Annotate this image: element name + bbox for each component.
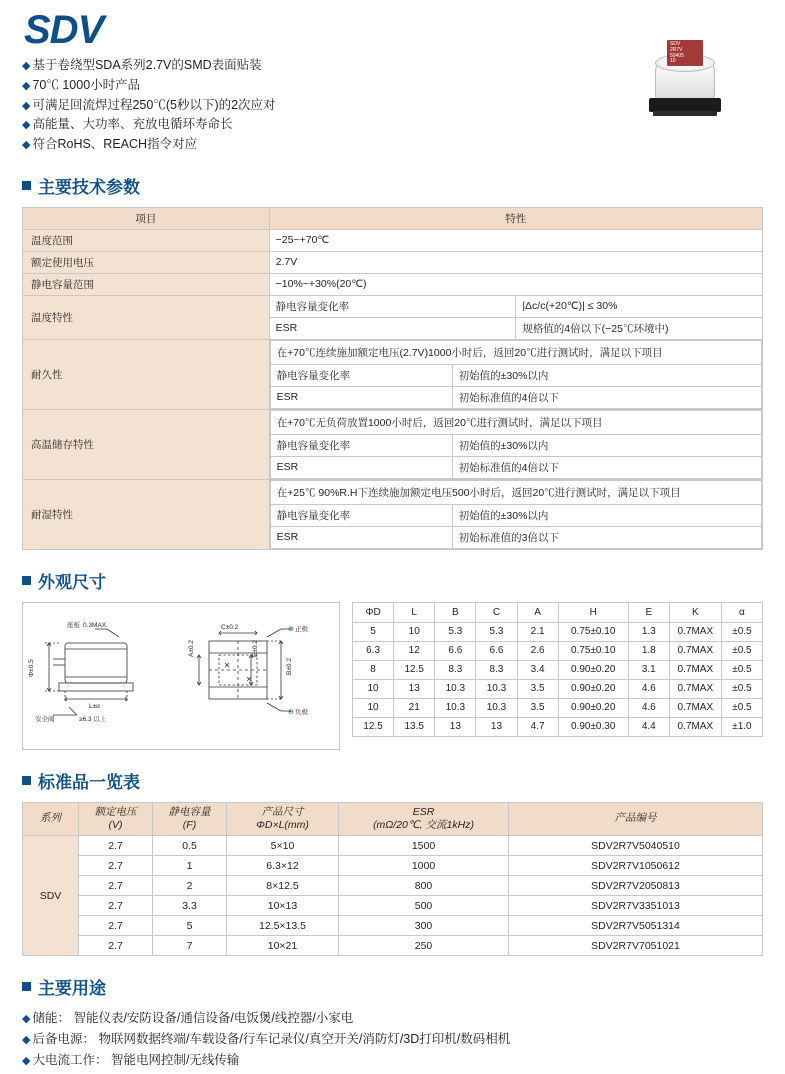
cell: 6.6 bbox=[435, 641, 476, 660]
column-header: A bbox=[517, 602, 558, 622]
cell: 12.5 bbox=[394, 660, 435, 679]
sub-row-name: ESR bbox=[270, 386, 452, 408]
drawing-label-positive: 正极 bbox=[295, 625, 308, 633]
drawing-label-B: B±0.2 bbox=[286, 657, 293, 675]
section-heading-specs bbox=[22, 173, 763, 198]
cell: 0.7MAX bbox=[669, 622, 721, 641]
table-row bbox=[23, 876, 763, 896]
section-title: 主要技术参数 bbox=[38, 177, 140, 197]
column-header-series: 系列 bbox=[23, 802, 79, 835]
cell: 13 bbox=[435, 717, 476, 736]
cell-capacitance: 3.3 bbox=[153, 896, 227, 916]
cell: ±0.5 bbox=[721, 641, 762, 660]
column-header-size: 产品尺寸 ΦD×L(mm) bbox=[227, 802, 339, 835]
list-item bbox=[22, 1029, 763, 1050]
cell: 12.5 bbox=[353, 717, 394, 736]
cell: 6.6 bbox=[476, 641, 517, 660]
cell-esr: 250 bbox=[339, 936, 509, 956]
cell: 10 bbox=[353, 679, 394, 698]
table-row bbox=[23, 339, 763, 409]
cell: 0.7MAX bbox=[669, 717, 721, 736]
cell-size: 5×10 bbox=[227, 836, 339, 856]
cell: 0.7MAX bbox=[669, 660, 721, 679]
cell-capacitance: 0.5 bbox=[153, 836, 227, 856]
cell-esr: 800 bbox=[339, 876, 509, 896]
list-item bbox=[22, 1008, 763, 1029]
brand-title: SDV bbox=[24, 8, 104, 52]
standard-products-table bbox=[22, 802, 763, 956]
diamond-icon: ◆ bbox=[22, 79, 31, 92]
cell-size: 10×21 bbox=[227, 936, 339, 956]
product-photo bbox=[639, 40, 731, 126]
column-header-characteristic: 特性 bbox=[269, 207, 762, 229]
cell: 13.5 bbox=[394, 717, 435, 736]
humidity-inner-table bbox=[270, 480, 762, 549]
sub-row-name: ESR bbox=[270, 456, 452, 478]
row-label: 静电容量范围 bbox=[23, 273, 270, 295]
cell-partnumber: SDV2R7V5040510 bbox=[509, 836, 763, 856]
column-header-esr: ESR (mΩ/20℃, 交流1kHz) bbox=[339, 802, 509, 835]
cell: 2.1 bbox=[517, 622, 558, 641]
cell-capacitance: 7 bbox=[153, 936, 227, 956]
table-row bbox=[353, 679, 763, 698]
section-heading-standard bbox=[22, 768, 763, 793]
use-text: 大电流工作： 智能电网控制/无线传输 bbox=[32, 1052, 240, 1067]
cell-partnumber: SDV2R7V5051314 bbox=[509, 916, 763, 936]
cell: 4.6 bbox=[628, 698, 669, 717]
feature-text: 基于卷绕型SDA系列2.7V的SMD表面贴装 bbox=[32, 58, 262, 72]
diamond-icon: ◆ bbox=[22, 99, 31, 112]
sub-row-value: 初始值的±30%以内 bbox=[452, 364, 761, 386]
cell: 10.3 bbox=[435, 698, 476, 717]
section-heading-dimensions bbox=[22, 568, 763, 593]
feature-text: 可满足回流焊过程250℃(5秒以下)的2次应对 bbox=[32, 97, 276, 112]
cell-voltage: 2.7 bbox=[79, 936, 153, 956]
dimension-table bbox=[352, 602, 763, 737]
column-header: B bbox=[435, 602, 476, 622]
cell: 0.75±0.10 bbox=[558, 641, 628, 660]
feature-text: 70℃ 1000小时产品 bbox=[32, 77, 141, 92]
plus-icon: ⊕ bbox=[288, 625, 294, 633]
section-title: 主要用途 bbox=[38, 979, 106, 998]
diamond-icon: ◆ bbox=[22, 1054, 31, 1067]
page-header bbox=[22, 0, 763, 155]
use-text: 储能： 智能仪表/安防设备/通信设备/电饭煲/线控器/小家电 bbox=[32, 1011, 354, 1025]
list-item bbox=[22, 135, 763, 155]
row-group bbox=[269, 339, 762, 409]
cell: 13 bbox=[394, 679, 435, 698]
column-header-partnumber: 产品编号 bbox=[509, 802, 763, 835]
sub-row-name: ESR bbox=[269, 317, 516, 339]
cell: 8.3 bbox=[476, 660, 517, 679]
cell: 0.75±0.10 bbox=[558, 622, 628, 641]
row-label: 耐湿特性 bbox=[23, 479, 270, 549]
table-row bbox=[23, 936, 763, 956]
dimension-table-wrapper bbox=[352, 602, 763, 737]
cell-voltage: 2.7 bbox=[79, 916, 153, 936]
table-row bbox=[270, 410, 761, 434]
row-label: 高温储存特性 bbox=[23, 409, 270, 479]
table-row bbox=[270, 526, 761, 548]
table-row bbox=[270, 340, 761, 364]
note-text: 在+70℃连续施加额定电压(2.7V)1000小时后，返回20℃进行测试时，满足以下项目 bbox=[270, 340, 761, 364]
note-text: 在+70℃无负荷放置1000小时后，返回20℃进行测试时，满足以下项目 bbox=[270, 410, 761, 434]
cell: ±0.5 bbox=[721, 660, 762, 679]
cell: 21 bbox=[394, 698, 435, 717]
cell: ±0.5 bbox=[721, 698, 762, 717]
cell: ±0.5 bbox=[721, 679, 762, 698]
column-header: L bbox=[394, 602, 435, 622]
cell-size: 12.5×13.5 bbox=[227, 916, 339, 936]
sub-row-name: ESR bbox=[270, 526, 452, 548]
diamond-icon: ◆ bbox=[22, 139, 31, 151]
row-group bbox=[269, 479, 762, 549]
cell: 13 bbox=[476, 717, 517, 736]
series-cell: SDV bbox=[23, 836, 79, 956]
cell: 5.3 bbox=[435, 622, 476, 641]
drawing-label-L: L±α bbox=[89, 702, 100, 710]
uses-list bbox=[22, 1008, 763, 1070]
diamond-icon: ◆ bbox=[22, 1033, 31, 1046]
table-row bbox=[23, 251, 763, 273]
cell: 6.3 bbox=[353, 641, 394, 660]
cell: 12 bbox=[394, 641, 435, 660]
dimension-drawing bbox=[22, 602, 340, 750]
cell: 3.5 bbox=[517, 679, 558, 698]
column-header: H bbox=[558, 602, 628, 622]
sub-row-name: 静电容量变化率 bbox=[270, 364, 452, 386]
cell-esr: 1500 bbox=[339, 836, 509, 856]
drawing-label-A: A±0.2 bbox=[188, 639, 195, 657]
table-row bbox=[270, 386, 761, 408]
column-header: E bbox=[628, 602, 669, 622]
sub-row-value: |Δc/c(+20℃)| ≤ 30% bbox=[516, 295, 763, 317]
specifications-table bbox=[22, 207, 763, 550]
table-row bbox=[270, 456, 761, 478]
cell: 10 bbox=[353, 698, 394, 717]
cell: 8.3 bbox=[435, 660, 476, 679]
cell: 1.8 bbox=[628, 641, 669, 660]
note-text: 在+25℃ 90%R.H下连续施加额定电压500小时后，返回20℃进行测试时，满足以下项目 bbox=[270, 480, 761, 504]
table-row bbox=[23, 836, 763, 856]
cell-partnumber: SDV2R7V7051021 bbox=[509, 936, 763, 956]
drawing-label-03max: 0.3MAX. bbox=[83, 621, 108, 629]
cell: ±0.5 bbox=[721, 622, 762, 641]
capacitor-label: SDV 2R7V 50405 10 bbox=[667, 40, 703, 66]
table-row bbox=[353, 717, 763, 736]
cell-partnumber: SDV2R7V2050813 bbox=[509, 876, 763, 896]
drawing-label-C: C±0.2 bbox=[221, 623, 239, 631]
row-label: 额定使用电压 bbox=[23, 251, 270, 273]
cell-esr: 300 bbox=[339, 916, 509, 936]
row-label: 温度范围 bbox=[23, 229, 270, 251]
cell-size: 8×12.5 bbox=[227, 876, 339, 896]
table-row bbox=[23, 295, 763, 317]
column-header-item: 项目 bbox=[23, 207, 270, 229]
column-header-voltage: 额定电压 (V) bbox=[79, 802, 153, 835]
row-value: −10%~+30%(20℃) bbox=[269, 273, 762, 295]
feature-text: 符合RoHS、REACH指令对应 bbox=[32, 137, 198, 151]
cell: 0.7MAX bbox=[669, 698, 721, 717]
column-header: ΦD bbox=[353, 602, 394, 622]
cell: 3.4 bbox=[517, 660, 558, 679]
section-title: 外观尺寸 bbox=[38, 572, 106, 592]
sub-row-value: 初始标准值的4倍以下 bbox=[452, 386, 761, 408]
sub-row-value: 初始标准值的3倍以下 bbox=[452, 526, 761, 548]
sub-row-name: 静电容量变化率 bbox=[270, 434, 452, 456]
cell: 5.3 bbox=[476, 622, 517, 641]
table-row bbox=[23, 896, 763, 916]
cell: 0.90±0.20 bbox=[558, 698, 628, 717]
cell: 1.3 bbox=[628, 622, 669, 641]
cell-capacitance: 5 bbox=[153, 916, 227, 936]
cell-size: 10×13 bbox=[227, 896, 339, 916]
cell-voltage: 2.7 bbox=[79, 896, 153, 916]
cell-partnumber: SDV2R7V1050612 bbox=[509, 856, 763, 876]
table-row bbox=[23, 229, 763, 251]
cell-voltage: 2.7 bbox=[79, 856, 153, 876]
row-value: 2.7V bbox=[269, 251, 762, 273]
list-item bbox=[22, 1050, 763, 1071]
cell: 0.90±0.30 bbox=[558, 717, 628, 736]
table-row bbox=[270, 364, 761, 386]
sub-row-name: 静电容量变化率 bbox=[269, 295, 516, 317]
minus-icon: ⊖ bbox=[288, 708, 294, 716]
dimension-drawing-svg bbox=[23, 603, 341, 751]
durability-inner-table bbox=[270, 340, 762, 409]
cell-size: 6.3×12 bbox=[227, 856, 339, 876]
table-row bbox=[270, 504, 761, 526]
cell: 0.90±0.20 bbox=[558, 679, 628, 698]
square-bullet-icon bbox=[22, 982, 31, 991]
use-text: 后备电源： 物联网数据终端/车载设备/行车记录仪/真空开关/消防灯/3D打印机/数码相机 bbox=[32, 1031, 511, 1046]
cell-voltage: 2.7 bbox=[79, 836, 153, 856]
sub-row-value: 规格值的4倍以下(−25℃环境中) bbox=[516, 317, 763, 339]
diamond-icon: ◆ bbox=[22, 1013, 31, 1025]
dimensions-block bbox=[22, 602, 763, 750]
table-row bbox=[353, 641, 763, 660]
square-bullet-icon bbox=[22, 776, 31, 785]
cell: 0.7MAX bbox=[669, 679, 721, 698]
feature-text: 高能量、大功率、充放电循环寿命长 bbox=[32, 117, 233, 132]
column-header-capacitance: 静电容量 (F) bbox=[153, 802, 227, 835]
cell: 2.6 bbox=[517, 641, 558, 660]
drawing-label-phi: Φ±0.5 bbox=[28, 658, 35, 677]
section-title: 标准品一览表 bbox=[38, 772, 140, 792]
table-row bbox=[23, 856, 763, 876]
drawing-label-E: E±0.2 bbox=[252, 639, 259, 657]
cell: 10 bbox=[394, 622, 435, 641]
cell: 0.90±0.20 bbox=[558, 660, 628, 679]
drawing-label-safety-valve: 安全阀 bbox=[35, 715, 55, 723]
cell: ±1.0 bbox=[721, 717, 762, 736]
capacitor-base bbox=[649, 98, 721, 112]
table-row bbox=[270, 434, 761, 456]
square-bullet-icon bbox=[22, 576, 31, 585]
cell-capacitance: 1 bbox=[153, 856, 227, 876]
drawing-label-min63: ≥6.3 以上 bbox=[79, 715, 107, 723]
cell: 8 bbox=[353, 660, 394, 679]
cell: 3.5 bbox=[517, 698, 558, 717]
row-label: 温度特性 bbox=[23, 295, 270, 339]
table-row bbox=[353, 622, 763, 641]
table-header-row bbox=[23, 802, 763, 835]
cell: 10.3 bbox=[435, 679, 476, 698]
square-bullet-icon bbox=[22, 181, 31, 190]
cell: 10.3 bbox=[476, 698, 517, 717]
row-value: −25~+70℃ bbox=[269, 229, 762, 251]
cell-partnumber: SDV2R7V3351013 bbox=[509, 896, 763, 916]
diamond-icon: ◆ bbox=[22, 119, 31, 132]
cell-esr: 500 bbox=[339, 896, 509, 916]
drawing-label-negative: 负极 bbox=[295, 708, 308, 716]
drawing-label-base-plate: 座板 bbox=[67, 621, 80, 629]
table-row bbox=[23, 273, 763, 295]
sub-row-value: 初始标准值的4倍以下 bbox=[452, 456, 761, 478]
table-header-row bbox=[353, 602, 763, 622]
cell: 0.7MAX bbox=[669, 641, 721, 660]
cell: 4.6 bbox=[628, 679, 669, 698]
cell: 10.3 bbox=[476, 679, 517, 698]
table-header-row bbox=[23, 207, 763, 229]
cell-esr: 1000 bbox=[339, 856, 509, 876]
row-label: 耐久性 bbox=[23, 339, 270, 409]
row-group bbox=[269, 409, 762, 479]
storage-inner-table bbox=[270, 410, 762, 479]
cell: 4.7 bbox=[517, 717, 558, 736]
table-row bbox=[23, 916, 763, 936]
sub-row-value: 初始值的±30%以内 bbox=[452, 504, 761, 526]
cell: 4.4 bbox=[628, 717, 669, 736]
table-row bbox=[353, 660, 763, 679]
cell-capacitance: 2 bbox=[153, 876, 227, 896]
column-header: K bbox=[669, 602, 721, 622]
cell: 3.1 bbox=[628, 660, 669, 679]
sub-row-name: 静电容量变化率 bbox=[270, 504, 452, 526]
cell: 5 bbox=[353, 622, 394, 641]
diamond-icon: ◆ bbox=[22, 60, 31, 72]
table-row bbox=[270, 480, 761, 504]
table-row bbox=[23, 409, 763, 479]
table-row bbox=[353, 698, 763, 717]
column-header: C bbox=[476, 602, 517, 622]
section-heading-uses bbox=[22, 974, 763, 999]
sub-row-value: 初始值的±30%以内 bbox=[452, 434, 761, 456]
cell-voltage: 2.7 bbox=[79, 876, 153, 896]
table-row bbox=[23, 479, 763, 549]
column-header: α bbox=[721, 602, 762, 622]
